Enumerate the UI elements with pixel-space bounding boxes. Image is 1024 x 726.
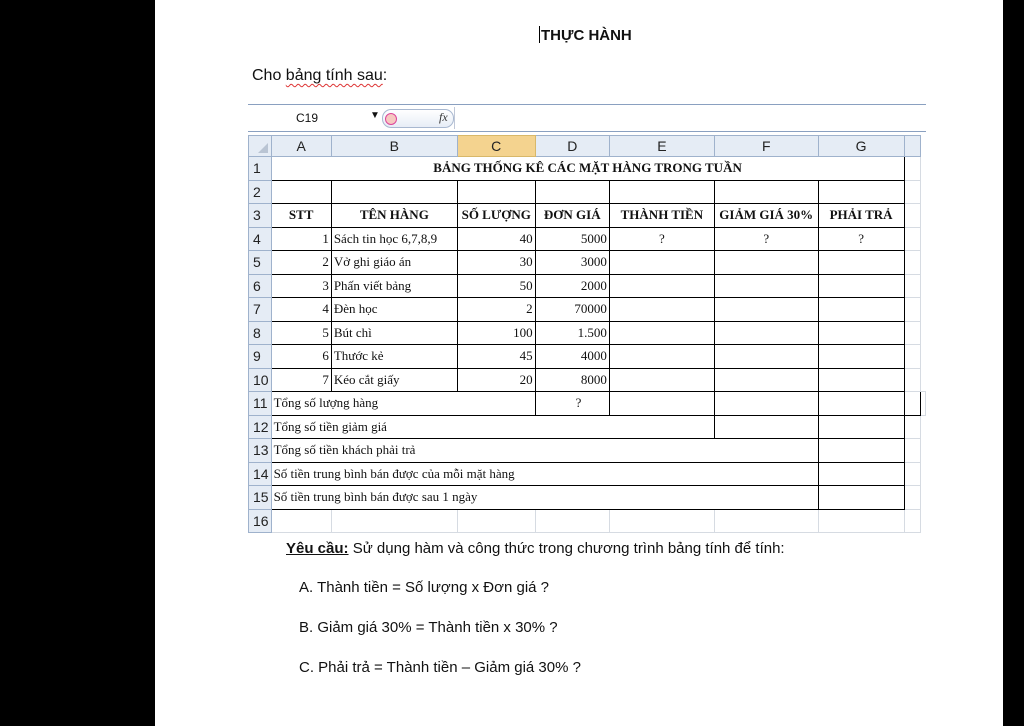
- price-cell[interactable]: 70000: [535, 298, 609, 322]
- total-cell[interactable]: [609, 321, 714, 345]
- row-header[interactable]: 14: [249, 462, 272, 486]
- pay-cell[interactable]: [818, 274, 904, 298]
- summary-label-cell[interactable]: Tổng số lượng hàng: [271, 392, 535, 416]
- table-row: [249, 157, 926, 181]
- summary-label-cell[interactable]: Số tiền trung bình bán được sau 1 ngày: [271, 486, 818, 510]
- cell[interactable]: [904, 368, 920, 392]
- cell[interactable]: [904, 462, 920, 486]
- quantity-cell[interactable]: 100: [457, 321, 535, 345]
- summary-label-cell[interactable]: Tổng số tiền giảm giá: [271, 415, 714, 439]
- stt-cell[interactable]: 2: [271, 251, 331, 275]
- discount-cell[interactable]: [714, 345, 818, 369]
- cell[interactable]: [271, 509, 331, 533]
- row-header[interactable]: 3: [249, 204, 272, 228]
- stt-cell[interactable]: 1: [271, 227, 331, 251]
- discount-cell[interactable]: [714, 251, 818, 275]
- pay-cell[interactable]: [818, 298, 904, 322]
- total-cell[interactable]: [609, 368, 714, 392]
- quantity-cell[interactable]: 20: [457, 368, 535, 392]
- row-header[interactable]: 4: [249, 227, 272, 251]
- table-row: [249, 345, 926, 369]
- cell[interactable]: [904, 509, 920, 533]
- cell[interactable]: [818, 180, 904, 204]
- price-cell[interactable]: 2000: [535, 274, 609, 298]
- price-cell[interactable]: 5000: [535, 227, 609, 251]
- cell[interactable]: [714, 392, 818, 416]
- cell[interactable]: [818, 439, 904, 463]
- cell[interactable]: [904, 439, 920, 463]
- column-header[interactable]: E: [609, 136, 714, 157]
- header-cell[interactable]: PHẢI TRẢ: [818, 204, 904, 228]
- cell[interactable]: [818, 392, 904, 416]
- cell[interactable]: [904, 415, 920, 439]
- cell[interactable]: [714, 509, 818, 533]
- column-header[interactable]: D: [535, 136, 609, 157]
- cell[interactable]: [904, 251, 920, 275]
- stt-cell[interactable]: 3: [271, 274, 331, 298]
- cell[interactable]: [904, 486, 920, 510]
- column-header[interactable]: F: [714, 136, 818, 157]
- cell[interactable]: [904, 321, 920, 345]
- name-cell[interactable]: Sách tin học 6,7,8,9: [331, 227, 457, 251]
- table-row: [249, 251, 926, 275]
- select-all-corner[interactable]: [249, 136, 272, 157]
- text-cursor: [539, 26, 540, 43]
- cell[interactable]: [818, 462, 904, 486]
- cell[interactable]: [904, 274, 920, 298]
- discount-cell[interactable]: [714, 368, 818, 392]
- table-row: [249, 415, 926, 439]
- cell[interactable]: [904, 180, 920, 204]
- total-cell[interactable]: [609, 274, 714, 298]
- header-cell[interactable]: TÊN HÀNG: [331, 204, 457, 228]
- column-header[interactable]: C: [457, 136, 535, 157]
- quantity-cell[interactable]: 30: [457, 251, 535, 275]
- pay-cell[interactable]: [818, 345, 904, 369]
- discount-cell[interactable]: [714, 321, 818, 345]
- formula-c: C. Phải trả = Thành tiền – Giảm giá 30% ?: [299, 659, 581, 676]
- cell[interactable]: [331, 509, 457, 533]
- column-header[interactable]: [904, 136, 920, 157]
- pay-cell[interactable]: [818, 251, 904, 275]
- row-header[interactable]: 5: [249, 251, 272, 275]
- discount-cell[interactable]: [714, 274, 818, 298]
- cell[interactable]: [457, 509, 535, 533]
- total-cell[interactable]: [609, 251, 714, 275]
- summary-label-cell[interactable]: Số tiền trung bình bán được của mỗi mặt hàng: [271, 462, 818, 486]
- cell[interactable]: [904, 227, 920, 251]
- cell[interactable]: [904, 157, 920, 181]
- pay-cell[interactable]: ?: [818, 227, 904, 251]
- total-cell[interactable]: [609, 298, 714, 322]
- cell[interactable]: [714, 415, 818, 439]
- price-cell[interactable]: 4000: [535, 345, 609, 369]
- requirement-text: Yêu cầu: Sử dụng hàm và công thức trong chương trình bảng tính để tính:: [286, 540, 785, 557]
- cell[interactable]: [609, 180, 714, 204]
- stt-cell[interactable]: 5: [271, 321, 331, 345]
- table-row: [249, 509, 926, 533]
- row-header[interactable]: 6: [249, 274, 272, 298]
- table-row: [249, 204, 926, 228]
- summary-label-cell[interactable]: Tổng số tiền khách phải trả: [271, 439, 818, 463]
- total-cell[interactable]: ?: [609, 227, 714, 251]
- cell[interactable]: [331, 180, 457, 204]
- cancel-icon[interactable]: [385, 113, 397, 125]
- table-row: [249, 274, 926, 298]
- column-header[interactable]: G: [818, 136, 904, 157]
- formula-b: B. Giảm giá 30% = Thành tiền x 30% ?: [299, 619, 558, 636]
- formula-bar: [248, 104, 926, 132]
- quantity-cell[interactable]: 2: [457, 298, 535, 322]
- cell[interactable]: [535, 509, 609, 533]
- row-header[interactable]: 11: [249, 392, 272, 416]
- cell[interactable]: [535, 180, 609, 204]
- dropdown-arrow-icon[interactable]: ▼: [370, 110, 380, 121]
- column-header-row: [249, 136, 926, 157]
- cell[interactable]: [714, 180, 818, 204]
- price-cell[interactable]: 1.500: [535, 321, 609, 345]
- cell[interactable]: [921, 392, 926, 416]
- cell[interactable]: [457, 180, 535, 204]
- row-header[interactable]: 13: [249, 439, 272, 463]
- row-header[interactable]: 1: [249, 157, 272, 181]
- cell[interactable]: [271, 180, 331, 204]
- stt-cell[interactable]: 7: [271, 368, 331, 392]
- cell[interactable]: [904, 392, 920, 416]
- row-header[interactable]: 15: [249, 486, 272, 510]
- cell[interactable]: [818, 509, 904, 533]
- total-cell[interactable]: [609, 345, 714, 369]
- name-cell[interactable]: Đèn học: [331, 298, 457, 322]
- column-header[interactable]: B: [331, 136, 457, 157]
- header-cell[interactable]: THÀNH TIỀN: [609, 204, 714, 228]
- row-header[interactable]: 2: [249, 180, 272, 204]
- table-row: [249, 392, 926, 416]
- row-header[interactable]: 8: [249, 321, 272, 345]
- stt-cell[interactable]: 6: [271, 345, 331, 369]
- header-cell[interactable]: STT: [271, 204, 331, 228]
- worksheet-grid: [248, 135, 926, 533]
- table-row: [249, 227, 926, 251]
- cell[interactable]: [904, 298, 920, 322]
- pay-cell[interactable]: [818, 321, 904, 345]
- document-page: [155, 0, 1003, 726]
- discount-cell[interactable]: [714, 298, 818, 322]
- header-cell[interactable]: GIẢM GIÁ 30%: [714, 204, 818, 228]
- table-row: [249, 462, 926, 486]
- name-cell[interactable]: Vở ghi giáo án: [331, 251, 457, 275]
- row-header[interactable]: 9: [249, 345, 272, 369]
- price-cell[interactable]: 8000: [535, 368, 609, 392]
- cell[interactable]: [609, 392, 714, 416]
- row-header[interactable]: 7: [249, 298, 272, 322]
- stt-cell[interactable]: 4: [271, 298, 331, 322]
- row-header[interactable]: 10: [249, 368, 272, 392]
- cell[interactable]: [904, 204, 920, 228]
- pay-cell[interactable]: [818, 368, 904, 392]
- name-cell[interactable]: Thước kẻ: [331, 345, 457, 369]
- name-box[interactable]: C19: [296, 111, 319, 125]
- discount-cell[interactable]: ?: [714, 227, 818, 251]
- table-row: [249, 368, 926, 392]
- table-row: [249, 298, 926, 322]
- table-row: [249, 486, 926, 510]
- cell[interactable]: [818, 486, 904, 510]
- name-cell[interactable]: Phấn viết bảng: [331, 274, 457, 298]
- name-cell[interactable]: Bút chì: [331, 321, 457, 345]
- page-title: THỰC HÀNH: [541, 27, 632, 44]
- row-header[interactable]: 12: [249, 415, 272, 439]
- intro-text: Cho bảng tính sau:: [252, 67, 388, 84]
- table-title-cell[interactable]: BẢNG THỐNG KÊ CÁC MẶT HÀNG TRONG TUẦN: [271, 157, 904, 181]
- insert-function-icon[interactable]: fx: [439, 110, 448, 124]
- quantity-cell[interactable]: 50: [457, 274, 535, 298]
- table-row: [249, 180, 926, 204]
- summary-value-cell[interactable]: ?: [535, 392, 609, 416]
- formula-separator: [454, 107, 455, 129]
- table-row: [249, 439, 926, 463]
- cell[interactable]: [609, 509, 714, 533]
- cell[interactable]: [818, 415, 904, 439]
- formula-a: A. Thành tiền = Số lượng x Đơn giá ?: [299, 579, 549, 596]
- spreadsheet-screenshot: [248, 104, 926, 529]
- header-cell[interactable]: SỐ LƯỢNG: [457, 204, 535, 228]
- quantity-cell[interactable]: 45: [457, 345, 535, 369]
- column-header[interactable]: A: [271, 136, 331, 157]
- quantity-cell[interactable]: 40: [457, 227, 535, 251]
- header-cell[interactable]: ĐƠN GIÁ: [535, 204, 609, 228]
- cell[interactable]: [904, 345, 920, 369]
- table-row: [249, 321, 926, 345]
- price-cell[interactable]: 3000: [535, 251, 609, 275]
- name-cell[interactable]: Kéo cắt giấy: [331, 368, 457, 392]
- row-header[interactable]: 16: [249, 509, 272, 533]
